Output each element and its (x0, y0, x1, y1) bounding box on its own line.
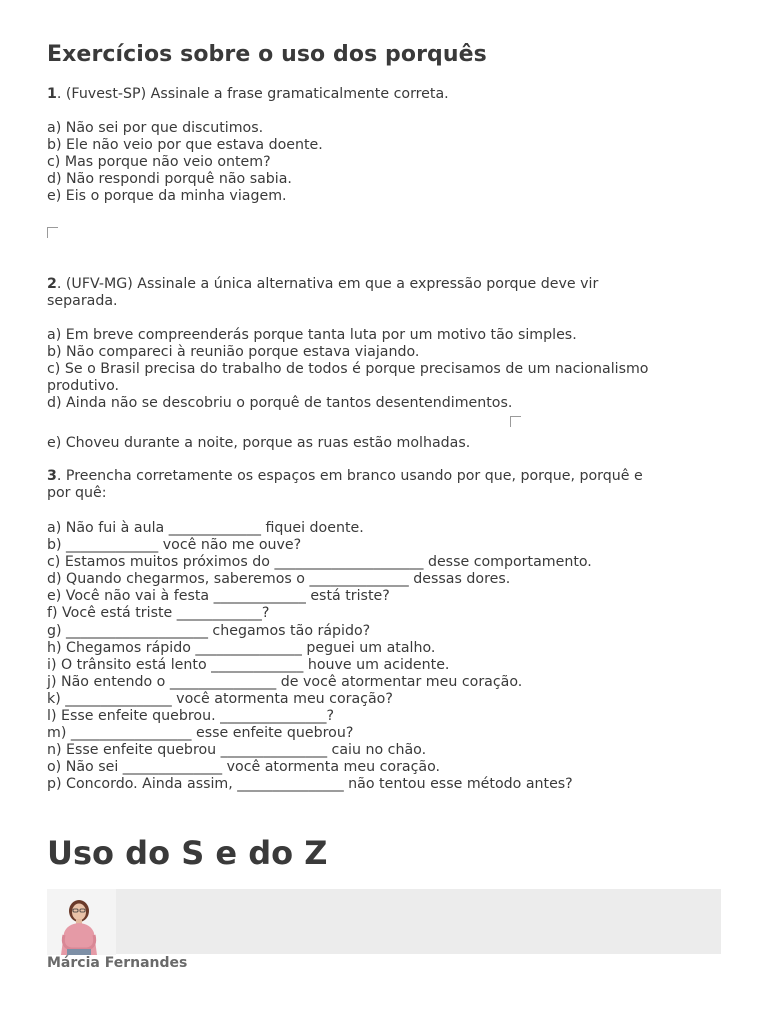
question-2-number: 2 (47, 276, 57, 292)
fill-in-item: g) ____________________ chegamos tão rápido? (47, 622, 371, 639)
author-photo-icon (47, 889, 116, 955)
author-banner (47, 889, 721, 954)
fill-in-item: i) O trânsito está lento _____________ houve um acidente. (47, 656, 450, 673)
question-1-text: . (Fuvest-SP) Assinale a frase gramaticalmente correta. (56, 86, 449, 102)
option: produtivo. (47, 378, 120, 395)
option: d) Ainda não se descobriu o porquê de tantos desentendimentos. (47, 395, 513, 412)
section-title: Uso do S e do Z (47, 834, 328, 872)
fill-in-item: b) _____________ você não me ouve? (47, 537, 302, 554)
question-1 (47, 86, 727, 103)
option: c) Se o Brasil precisa do trabalho de todos é porque precisamos de um nacionalismo (47, 361, 649, 378)
question-3-items (47, 520, 727, 794)
option: b) Ele não veio por que estava doente. (47, 137, 323, 154)
question-2-text-continued: separada. (47, 293, 118, 310)
broken-image-icon (47, 227, 58, 238)
fill-in-item: l) Esse enfeite quebrou. _______________? (47, 708, 335, 725)
option: a) Não sei por que discutimos. (47, 120, 264, 136)
question-2-option-e (47, 435, 727, 452)
option: e) Choveu durante a noite, porque as ruas estão molhadas. (47, 435, 471, 451)
option: a) Em breve compreenderás porque tanta luta por um motivo tão simples. (47, 327, 577, 343)
question-2-prompt (47, 276, 727, 293)
fill-in-item: m) _________________ esse enfeite quebrou? (47, 725, 354, 742)
fill-in-item: d) Quando chegarmos, saberemos o ______________ dessas dores. (47, 571, 511, 588)
fill-in-item: n) Esse enfeite quebrou _______________ caiu no chão. (47, 742, 427, 759)
fill-in-item: e) Você não vai à festa _____________ está triste? (47, 588, 390, 605)
fill-in-item: p) Concordo. Ainda assim, _______________ não tentou esse método antes? (47, 776, 573, 793)
page-title: Exercícios sobre o uso dos porquês (47, 42, 487, 67)
fill-in-item: o) Não sei ______________ você atormenta meu coração. (47, 759, 441, 776)
option: c) Mas porque não veio ontem? (47, 154, 271, 171)
option: b) Não compareci à reunião porque estava viajando. (47, 344, 420, 361)
fill-in-item: a) Não fui à aula _____________ fiquei doente. (47, 520, 364, 536)
option: d) Não respondi porquê não sabia. (47, 171, 292, 188)
fill-in-item: f) Você está triste ____________? (47, 605, 270, 622)
question-2-text: . (UFV-MG) Assinale a única alternativa em que a expressão porque deve vir (56, 276, 599, 292)
question-2 (47, 276, 727, 310)
question-3-prompt (47, 468, 727, 485)
question-3-number: 3 (47, 468, 57, 484)
avatar[interactable] (47, 889, 116, 955)
fill-in-item: h) Chegamos rápido _______________ peguei um atalho. (47, 639, 436, 656)
question-3 (47, 468, 727, 502)
fill-in-item: c) Estamos muitos próximos do _____________________ desse comportamento. (47, 554, 592, 571)
question-2-options (47, 327, 727, 412)
option: e) Eis o porque da minha viagem. (47, 188, 287, 205)
question-1-number: 1 (47, 86, 57, 102)
question-1-prompt (47, 86, 727, 103)
author-name[interactable]: Márcia Fernandes (47, 955, 188, 971)
fill-in-item: k) _______________ você atormenta meu coração? (47, 690, 393, 707)
fill-in-item: j) Não entendo o _______________ de você atormentar meu coração. (47, 673, 523, 690)
question-3-text: . Preencha corretamente os espaços em branco usando por que, porque, porquê e (56, 468, 643, 484)
question-3-text-continued: por quê: (47, 485, 107, 502)
question-1-options (47, 120, 727, 205)
broken-image-icon (510, 416, 521, 427)
